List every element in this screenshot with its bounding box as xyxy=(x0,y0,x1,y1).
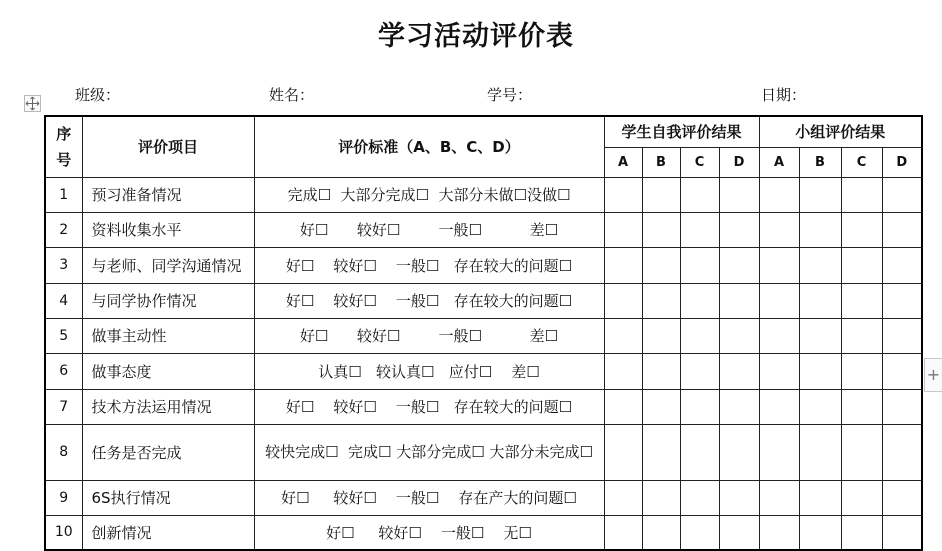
table-row xyxy=(45,283,922,318)
row-criteria: 好☐ 较好☐ 一般☐ 无☐ xyxy=(254,515,604,550)
header-group-d: D xyxy=(882,147,922,177)
self-eval-cell[interactable] xyxy=(680,283,719,318)
header-self-b: B xyxy=(642,147,680,177)
group-eval-cell[interactable] xyxy=(759,424,799,480)
row-number: 8 xyxy=(45,424,82,480)
table-row xyxy=(45,247,922,283)
table-row xyxy=(45,424,922,480)
row-number: 3 xyxy=(45,247,82,283)
student-no-label: 学号： xyxy=(487,86,533,104)
group-eval-cell[interactable] xyxy=(799,318,841,353)
self-eval-cell[interactable] xyxy=(642,283,680,318)
table-row xyxy=(45,318,922,353)
table-row xyxy=(45,389,922,424)
group-eval-cell[interactable] xyxy=(799,177,841,212)
row-number: 9 xyxy=(45,480,82,515)
group-eval-cell[interactable] xyxy=(799,283,841,318)
row-item: 与老师、同学沟通情况 xyxy=(82,247,254,283)
self-eval-cell[interactable] xyxy=(604,177,642,212)
group-eval-cell[interactable] xyxy=(882,353,922,389)
row-item: 与同学协作情况 xyxy=(82,283,254,318)
row-number: 10 xyxy=(45,515,82,550)
row-item: 技术方法运用情况 xyxy=(82,389,254,424)
row-item: 资料收集水平 xyxy=(82,212,254,247)
self-eval-cell[interactable] xyxy=(719,353,759,389)
group-eval-cell[interactable] xyxy=(841,389,882,424)
group-eval-cell[interactable] xyxy=(759,177,799,212)
group-eval-cell[interactable] xyxy=(759,480,799,515)
self-eval-cell[interactable] xyxy=(604,212,642,247)
evaluation-table xyxy=(44,115,923,551)
group-eval-cell[interactable] xyxy=(882,283,922,318)
self-eval-cell[interactable] xyxy=(719,389,759,424)
header-criteria: 评价标准（A、B、C、D） xyxy=(254,116,604,177)
row-criteria: 好☐ 较好☐ 一般☐ 差☐ xyxy=(254,318,604,353)
group-eval-cell[interactable] xyxy=(799,212,841,247)
group-eval-cell[interactable] xyxy=(799,389,841,424)
self-eval-cell[interactable] xyxy=(604,283,642,318)
row-criteria: 较快完成☐ 完成☐ 大部分完成☐ 大部分未完成☐ xyxy=(254,424,604,480)
row-item: 做事态度 xyxy=(82,353,254,389)
group-eval-cell[interactable] xyxy=(882,177,922,212)
header-self-d: D xyxy=(719,147,759,177)
table-row xyxy=(45,353,922,389)
add-column-icon[interactable]: + xyxy=(924,358,942,392)
name-label: 姓名： xyxy=(269,86,315,104)
row-number: 5 xyxy=(45,318,82,353)
self-eval-cell[interactable] xyxy=(719,247,759,283)
self-eval-cell[interactable] xyxy=(642,353,680,389)
row-number: 7 xyxy=(45,389,82,424)
self-eval-cell[interactable] xyxy=(604,480,642,515)
self-eval-cell[interactable] xyxy=(719,318,759,353)
self-eval-cell[interactable] xyxy=(680,424,719,480)
self-eval-cell[interactable] xyxy=(680,247,719,283)
group-eval-cell[interactable] xyxy=(841,247,882,283)
row-criteria: 认真☐ 较认真☐ 应付☐ 差☐ xyxy=(254,353,604,389)
row-criteria: 好☐ 较好☐ 一般☐ 存在较大的问题☐ xyxy=(254,389,604,424)
table-row xyxy=(45,177,922,212)
group-eval-cell[interactable] xyxy=(841,424,882,480)
self-eval-cell[interactable] xyxy=(719,283,759,318)
row-number: 2 xyxy=(45,212,82,247)
self-eval-cell[interactable] xyxy=(642,247,680,283)
group-eval-cell[interactable] xyxy=(841,177,882,212)
group-eval-cell[interactable] xyxy=(882,318,922,353)
header-self-a: A xyxy=(604,147,642,177)
group-eval-cell[interactable] xyxy=(882,424,922,480)
self-eval-cell[interactable] xyxy=(642,424,680,480)
header-group-eval: 小组评价结果 xyxy=(759,116,922,147)
group-eval-cell[interactable] xyxy=(882,480,922,515)
row-criteria: 完成☐ 大部分完成☐ 大部分未做☐没做☐ xyxy=(254,177,604,212)
row-criteria: 好☐ 较好☐ 一般☐ 存在较大的问题☐ xyxy=(254,283,604,318)
group-eval-cell[interactable] xyxy=(841,353,882,389)
self-eval-cell[interactable] xyxy=(642,389,680,424)
group-eval-cell[interactable] xyxy=(841,212,882,247)
self-eval-cell[interactable] xyxy=(719,212,759,247)
self-eval-cell[interactable] xyxy=(604,318,642,353)
group-eval-cell[interactable] xyxy=(841,480,882,515)
self-eval-cell[interactable] xyxy=(680,480,719,515)
self-eval-cell[interactable] xyxy=(604,353,642,389)
self-eval-cell[interactable] xyxy=(642,318,680,353)
self-eval-cell[interactable] xyxy=(719,424,759,480)
row-criteria: 好☐ 较好☐ 一般☐ 存在产大的问题☐ xyxy=(254,480,604,515)
group-eval-cell[interactable] xyxy=(799,247,841,283)
header-seq: 序号 xyxy=(45,116,82,177)
row-criteria: 好☐ 较好☐ 一般☐ 存在较大的问题☐ xyxy=(254,247,604,283)
header-group-c: C xyxy=(841,147,882,177)
page-title: 学习活动评价表 xyxy=(378,21,574,52)
header-self-c: C xyxy=(680,147,719,177)
table-row xyxy=(45,480,922,515)
self-eval-cell[interactable] xyxy=(642,177,680,212)
group-eval-cell[interactable] xyxy=(759,247,799,283)
header-group-b: B xyxy=(799,147,841,177)
row-item: 任务是否完成 xyxy=(82,424,254,480)
header-item: 评价项目 xyxy=(82,116,254,177)
group-eval-cell[interactable] xyxy=(759,283,799,318)
group-eval-cell[interactable] xyxy=(759,212,799,247)
self-eval-cell[interactable] xyxy=(642,480,680,515)
self-eval-cell[interactable] xyxy=(642,212,680,247)
self-eval-cell[interactable] xyxy=(604,424,642,480)
group-eval-cell[interactable] xyxy=(882,212,922,247)
self-eval-cell[interactable] xyxy=(680,318,719,353)
group-eval-cell[interactable] xyxy=(759,353,799,389)
table-move-handle-icon[interactable] xyxy=(24,95,41,112)
self-eval-cell[interactable] xyxy=(680,212,719,247)
row-number: 6 xyxy=(45,353,82,389)
row-number: 4 xyxy=(45,283,82,318)
self-eval-cell[interactable] xyxy=(719,177,759,212)
header-group-a: A xyxy=(759,147,799,177)
group-eval-cell[interactable] xyxy=(799,424,841,480)
group-eval-cell[interactable] xyxy=(759,318,799,353)
row-criteria: 好☐ 较好☐ 一般☐ 差☐ xyxy=(254,212,604,247)
self-eval-cell[interactable] xyxy=(680,353,719,389)
row-item: 预习准备情况 xyxy=(82,177,254,212)
group-eval-cell[interactable] xyxy=(759,389,799,424)
self-eval-cell[interactable] xyxy=(604,247,642,283)
group-eval-cell[interactable] xyxy=(841,283,882,318)
self-eval-cell[interactable] xyxy=(680,389,719,424)
group-eval-cell[interactable] xyxy=(882,247,922,283)
row-item: 做事主动性 xyxy=(82,318,254,353)
table-row xyxy=(45,212,922,247)
row-item: 创新情况 xyxy=(82,515,254,550)
row-item: 6S执行情况 xyxy=(82,480,254,515)
group-eval-cell[interactable] xyxy=(882,389,922,424)
row-number: 1 xyxy=(45,177,82,212)
self-eval-cell[interactable] xyxy=(680,177,719,212)
header-self-eval: 学生自我评价结果 xyxy=(604,116,759,147)
group-eval-cell[interactable] xyxy=(799,353,841,389)
class-label: 班级： xyxy=(75,86,121,104)
self-eval-cell[interactable] xyxy=(604,389,642,424)
self-eval-cell[interactable] xyxy=(719,480,759,515)
group-eval-cell[interactable] xyxy=(841,318,882,353)
date-label: 日期： xyxy=(761,86,807,104)
group-eval-cell[interactable] xyxy=(799,480,841,515)
